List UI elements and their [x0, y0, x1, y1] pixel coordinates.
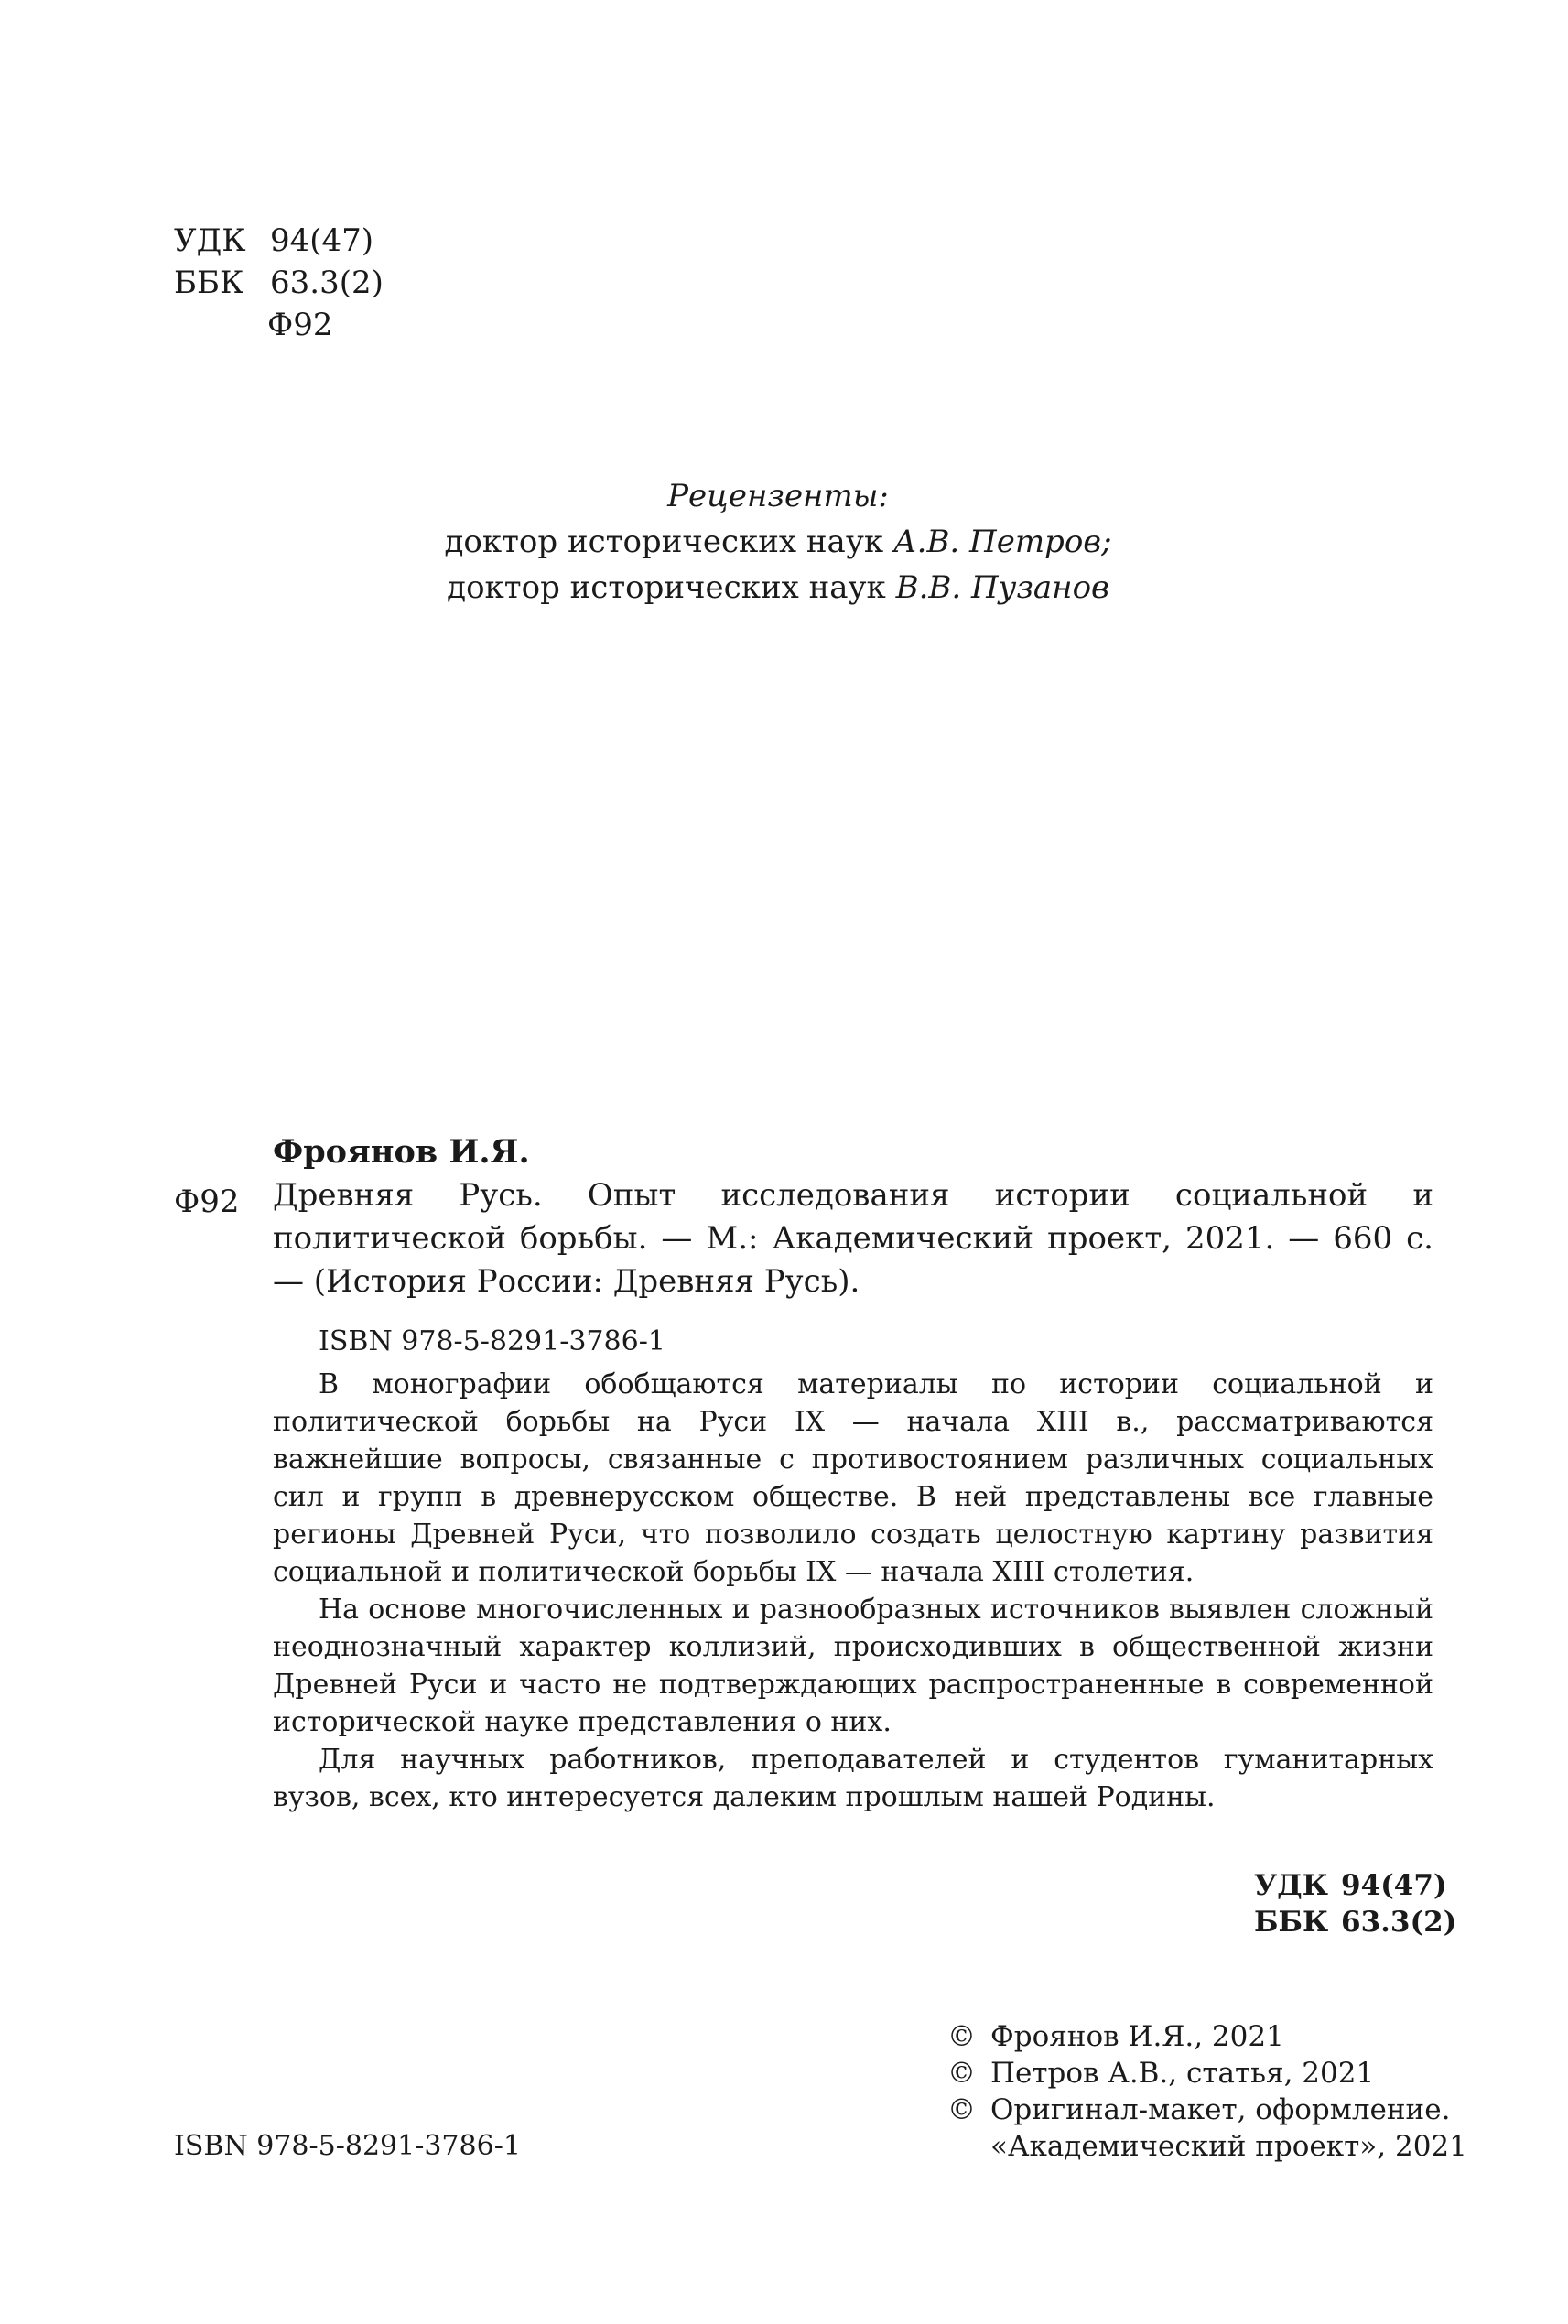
entry-side-code: Ф92: [174, 1184, 240, 1220]
annotation-paragraph: В монографии обобщаются материалы по истории социальной и политической борьбы на Руси IX — начала XIII в., рассматриваются важнейшие вопросы, связанные с противостоянием различных социальных сил и групп в древнерусском обществе. В ней представлены все главные регионы Древней Руси, что позволило создать целостную картину развития социальной и политической борьбы IX — начала XIII столетия.: [273, 1368, 1433, 1588]
reviewer-2-degree: доктор исторических наук: [447, 569, 886, 606]
bottom-isbn: ISBN 978-5-8291-3786-1: [174, 2130, 521, 2162]
copyright-text: Оригинал-макет, оформление.: [990, 2093, 1451, 2126]
bottom-bbk-row: [1254, 1904, 1456, 1940]
bottom-udk-value: 94(47): [1341, 1869, 1447, 1902]
entry-author: Фроянов И.Я.: [273, 1133, 530, 1171]
bottom-udk-row: [1254, 1867, 1456, 1904]
bbk-value: 63.3(2): [270, 265, 384, 301]
reviewer-line-1: [366, 519, 1190, 565]
annotation-paragraph: Для научных работников, преподавателей и студентов гуманитарных вузов, всех, кто интересуется далеким прошлым нашей Родины.: [273, 1744, 1433, 1813]
bibliographic-text: Древняя Русь. Опыт исследования истории социальной и политической борьбы. — М.: Академический проект, 2021. — 660 с. — (История России: Древняя Русь).: [273, 1177, 1433, 1300]
copyright-icon: ©: [947, 2020, 976, 2053]
copyright-line: [947, 2092, 1467, 2128]
bottom-bbk-value: 63.3(2): [1341, 1906, 1457, 1939]
copyright-line-continuation: «Академический проект», 2021: [990, 2130, 1467, 2163]
bottom-bbk-label: ББК: [1254, 1906, 1329, 1939]
reviewer-line-2: [366, 565, 1190, 611]
bibliographic-description: [273, 1174, 1433, 1303]
copyright-line: [947, 2018, 1467, 2055]
copyright-text: Петров А.В., статья, 2021: [990, 2057, 1375, 2090]
annotation: [273, 1366, 1433, 1816]
reviewer-2-name: В.В. Пузанов: [895, 569, 1109, 606]
copyright-icon: ©: [947, 2057, 976, 2090]
annotation-paragraph: На основе многочисленных и разнообразных источников выявлен сложный неоднозначный характер коллизий, происходивших в общественной жизни Древней Руси и часто не подтверждающих распространенные в современной исторической науке представления о них.: [273, 1594, 1433, 1738]
copyright-icon: ©: [947, 2093, 976, 2126]
reviewer-1-name: А.В. Петров;: [892, 524, 1112, 560]
reviewer-1-degree: доктор исторических наук: [444, 524, 884, 560]
copyright-block: [947, 2018, 1467, 2165]
top-classification: [174, 220, 384, 346]
udk-value: 94(47): [270, 222, 374, 259]
bbk-label: ББК: [174, 265, 244, 301]
author-code-row: [174, 304, 384, 346]
bottom-classification: [1254, 1867, 1456, 1940]
bottom-udk-label: УДК: [1254, 1869, 1328, 1902]
copyright-text: Фроянов И.Я., 2021: [990, 2020, 1284, 2053]
reviewers-title: Рецензенты:: [667, 478, 889, 514]
reviewers-block: [366, 473, 1190, 611]
copyright-line: [947, 2055, 1467, 2092]
udk-row: [174, 220, 384, 262]
author-code: Ф92: [267, 307, 333, 343]
udk-label: УДК: [174, 222, 246, 259]
bbk-row: [174, 262, 384, 304]
entry-isbn: ISBN 978-5-8291-3786-1: [319, 1325, 665, 1357]
